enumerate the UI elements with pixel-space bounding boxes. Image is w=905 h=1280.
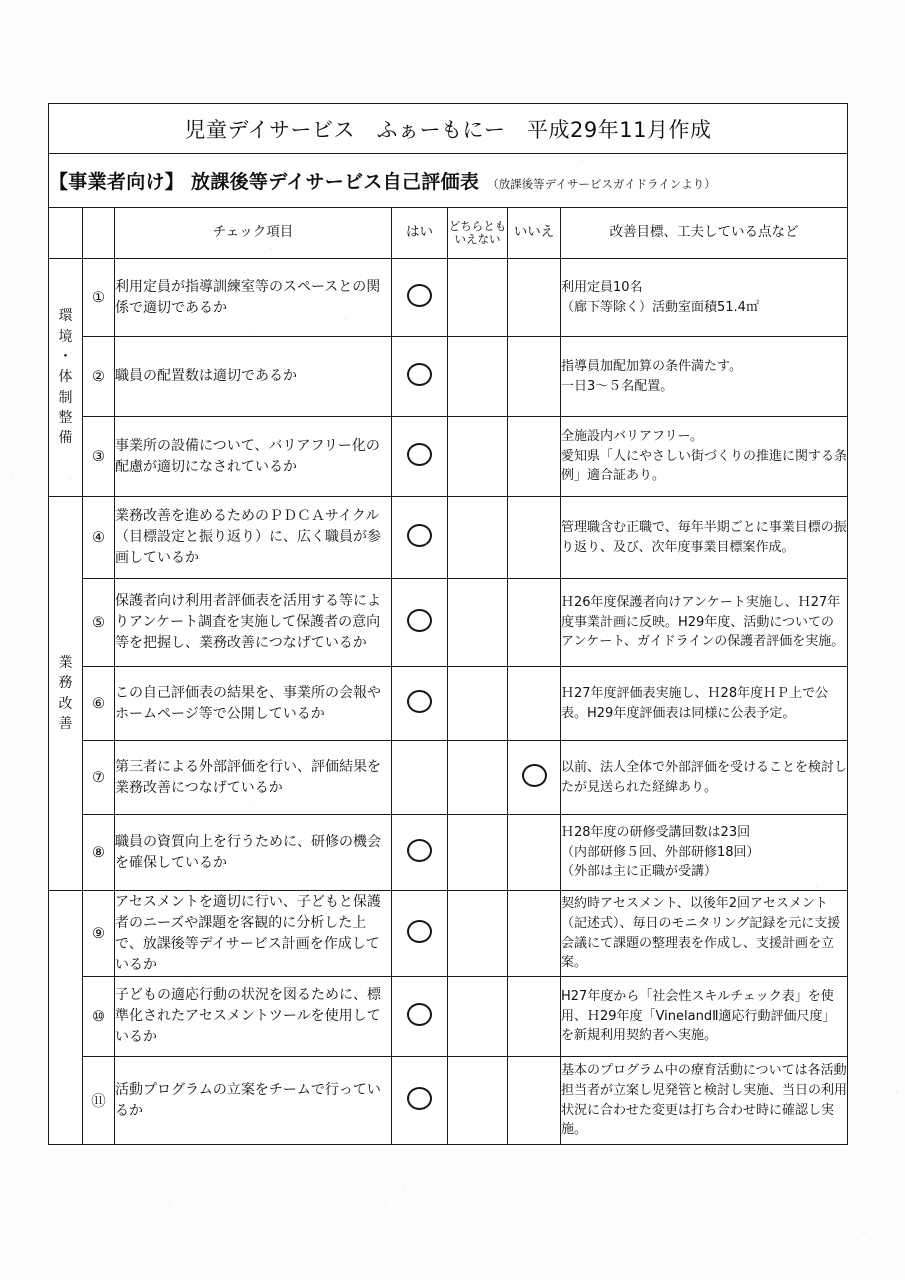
category-label-char: 改 (58, 695, 73, 712)
circle-mark-icon (407, 363, 432, 386)
answer-no-cell[interactable] (508, 1057, 561, 1145)
subtitle-main-text: 【事業者向け】 放課後等デイサービス自己評価表 (49, 171, 480, 193)
answer-neither-cell[interactable] (448, 741, 508, 815)
answer-neither-cell[interactable] (448, 977, 508, 1057)
answer-no-cell[interactable] (508, 891, 561, 977)
circle-mark-icon (407, 920, 432, 943)
improvement-note-text[interactable] (561, 815, 848, 891)
header-neither-line2: いえない (454, 232, 501, 246)
category-label-char: 環 (58, 308, 73, 325)
row-number: ④ (83, 497, 115, 579)
answer-yes-cell[interactable] (392, 497, 448, 579)
check-item-text: アセスメントを適切に行い、子どもと保護者のニーズや課題を客観的に分析した上で、放課後等デイサービス計画を作成しているか (115, 891, 392, 977)
note-line: 以前、法人全体で外部評価を受けることを検討したが見送られた経緯あり。 (561, 759, 848, 795)
note-line: （外部は主に正職が受講） (561, 864, 718, 880)
answer-no-cell[interactable] (508, 741, 561, 815)
document-subtitle (49, 154, 848, 208)
row-number: ⑨ (83, 891, 115, 977)
answer-no-cell[interactable] (508, 579, 561, 667)
category-label (49, 497, 83, 891)
answer-yes-cell[interactable] (392, 815, 448, 891)
improvement-note-text[interactable] (561, 337, 848, 417)
answer-neither-cell[interactable] (448, 1057, 508, 1145)
answer-neither-cell[interactable] (448, 667, 508, 741)
subtitle-source-note: （放課後等デイサービスガイドラインより） (487, 177, 716, 191)
improvement-note-text[interactable] (561, 579, 848, 667)
circle-mark-icon (407, 839, 432, 862)
circle-mark-icon (407, 609, 432, 632)
improvement-note-text[interactable] (561, 977, 848, 1057)
answer-yes-cell[interactable] (392, 891, 448, 977)
table-row (49, 667, 848, 741)
row-number: ⑩ (83, 977, 115, 1057)
category-label-char: 体 (58, 369, 73, 386)
answer-neither-cell[interactable] (448, 417, 508, 497)
note-line: Ｈ28年度の研修受講回数は23回 (561, 824, 751, 840)
check-item-text: 利用定員が指導訓練室等のスペースとの関係で適切であるか (115, 259, 392, 337)
note-line: （内部研修５回、外部研修18回） (561, 844, 760, 860)
category-label (49, 891, 83, 1145)
category-label-char: 善 (58, 715, 73, 732)
note-line: H27年度から「社会性スキルチェック表」を使用、Ｈ29年度「VinelandⅡ適応行動評価尺度」を新規利用契約者へ実施。 (561, 988, 836, 1044)
note-line: 基本のプログラム中の療育活動については各活動担当者が立案し児発管と検討し実施、当日の利用状況に合わせた変更は打ち合わせ時に確認し実施。 (561, 1063, 848, 1138)
row-number: ⑥ (83, 667, 115, 741)
check-item-text: この自己評価表の結果を、事業所の会報やホームページ等で公開しているか (115, 667, 392, 741)
answer-no-cell[interactable] (508, 977, 561, 1057)
subtitle-row (49, 154, 848, 208)
answer-no-cell[interactable] (508, 815, 561, 891)
table-row (49, 1057, 848, 1145)
header-neither-line1: どちらとも (448, 218, 507, 233)
title-row (49, 104, 848, 154)
row-number: ⑪ (83, 1057, 115, 1145)
check-item-text: 職員の配置数は適切であるか (115, 337, 392, 417)
row-number: ③ (83, 417, 115, 497)
table-row (49, 741, 848, 815)
answer-neither-cell[interactable] (448, 337, 508, 417)
category-label-char: 務 (58, 675, 73, 692)
circle-mark-icon (407, 1003, 432, 1026)
table-row (49, 977, 848, 1057)
answer-no-cell[interactable] (508, 667, 561, 741)
improvement-note-text[interactable] (561, 259, 848, 337)
document-title: 児童デイサービス ふぁーもにー 平成29年11月作成 (49, 104, 848, 154)
improvement-note-text[interactable] (561, 891, 848, 977)
note-line: 利用定員10名 (561, 279, 643, 295)
answer-neither-cell[interactable] (448, 891, 508, 977)
circle-mark-icon (407, 524, 432, 547)
answer-neither-cell[interactable] (448, 815, 508, 891)
answer-neither-cell[interactable] (448, 259, 508, 337)
answer-yes-cell[interactable] (392, 337, 448, 417)
circle-mark-icon (522, 764, 547, 787)
column-header-row (49, 208, 848, 259)
category-label-char: 境 (58, 328, 73, 345)
circle-mark-icon (407, 443, 432, 466)
note-line: 契約時アセスメント、以後年2回アセスメント（記述式）、毎日のモニタリング記録を元に支援会議にて課題の整理表を作成し、支援計画を立案。 (561, 896, 841, 971)
answer-no-cell[interactable] (508, 337, 561, 417)
answer-no-cell[interactable] (508, 259, 561, 337)
improvement-note-text[interactable] (561, 1057, 848, 1145)
row-number: ① (83, 259, 115, 337)
check-item-text: 第三者による外部評価を行い、評価結果を業務改善につなげているか (115, 741, 392, 815)
table-row (49, 815, 848, 891)
check-item-text: 子どもの適応行動の状況を図るために、標準化されたアセスメントツールを使用しているか (115, 977, 392, 1057)
table-row (49, 417, 848, 497)
answer-yes-cell[interactable] (392, 417, 448, 497)
improvement-note-text[interactable] (561, 667, 848, 741)
header-check-item: チェック項目 (115, 208, 392, 259)
check-item-text: 活動プログラムの立案をチームで行っているか (115, 1057, 392, 1145)
check-item-text: 業務改善を進めるためのＰＤＣＡサイクル（目標設定と振り返り）に、広く職員が参画しているか (115, 497, 392, 579)
answer-neither-cell[interactable] (448, 579, 508, 667)
circle-mark-icon (407, 284, 432, 307)
category-label-char: 備 (58, 430, 73, 447)
row-number: ⑦ (83, 741, 115, 815)
answer-yes-cell[interactable] (392, 1057, 448, 1145)
category-label-char: 制 (58, 389, 73, 406)
note-line: Ｈ26年度保護者向けアンケート実施し、Ｈ27年度事業計画に反映。H29年度、活動についてのアンケート、ガイドラインの保護者評価を実施。 (561, 594, 845, 650)
header-number (83, 208, 115, 259)
table-row (49, 259, 848, 337)
note-line: 一日3～５名配置。 (561, 378, 674, 394)
note-line: 指導員加配加算の条件満たす。 (561, 358, 742, 374)
table-row (49, 579, 848, 667)
check-item-text: 保護者向け利用者評価表を活用する等によりアンケート調査を実施して保護者の意向等を把握し、業務改善につなげているか (115, 579, 392, 667)
row-number: ⑧ (83, 815, 115, 891)
check-item-text: 事業所の設備について、バリアフリー化の配慮が適切になされているか (115, 417, 392, 497)
answer-yes-cell[interactable] (392, 259, 448, 337)
answer-no-cell[interactable] (508, 497, 561, 579)
header-no: いいえ (508, 208, 561, 259)
category-label-char: 業 (58, 654, 73, 671)
improvement-note-text[interactable] (561, 417, 848, 497)
answer-no-cell[interactable] (508, 417, 561, 497)
table-row (49, 891, 848, 977)
answer-yes-cell[interactable] (392, 667, 448, 741)
improvement-note-text[interactable] (561, 497, 848, 579)
answer-yes-cell[interactable] (392, 741, 448, 815)
note-line: 管理職含む正職で、毎年半期ごとに事業目標の振り返り、及び、次年度事業目標案作成。 (561, 519, 847, 555)
answer-yes-cell[interactable] (392, 977, 448, 1057)
category-label (49, 259, 83, 497)
circle-mark-icon (407, 1087, 432, 1110)
category-label-char: 整 (58, 409, 73, 426)
header-yes: はい (392, 208, 448, 259)
table-row (49, 337, 848, 417)
self-evaluation-table (48, 103, 848, 1145)
table-row (49, 497, 848, 579)
note-line: 全施設内バリアフリー。 (561, 428, 703, 444)
row-number: ② (83, 337, 115, 417)
category-label-char: ・ (58, 349, 73, 366)
answer-neither-cell[interactable] (448, 497, 508, 579)
note-line: Ｈ27年度評価表実施し、Ｈ28年度ＨＰ上で公表。H29年度評価表は同様に公表予定。 (561, 685, 829, 721)
answer-yes-cell[interactable] (392, 579, 448, 667)
circle-mark-icon (407, 690, 432, 713)
header-notes: 改善目標、工夫している点など (561, 208, 848, 259)
header-neither (448, 208, 508, 259)
note-line: （廊下等除く）活動室面積51.4㎡ (561, 299, 759, 315)
row-number: ⑤ (83, 579, 115, 667)
improvement-note-text[interactable] (561, 741, 848, 815)
note-line: 愛知県「人にやさしい街づくりの推進に関する条例」適合証あり。 (561, 448, 848, 484)
check-item-text: 職員の資質向上を行うために、研修の機会を確保しているか (115, 815, 392, 891)
header-category (49, 208, 83, 259)
